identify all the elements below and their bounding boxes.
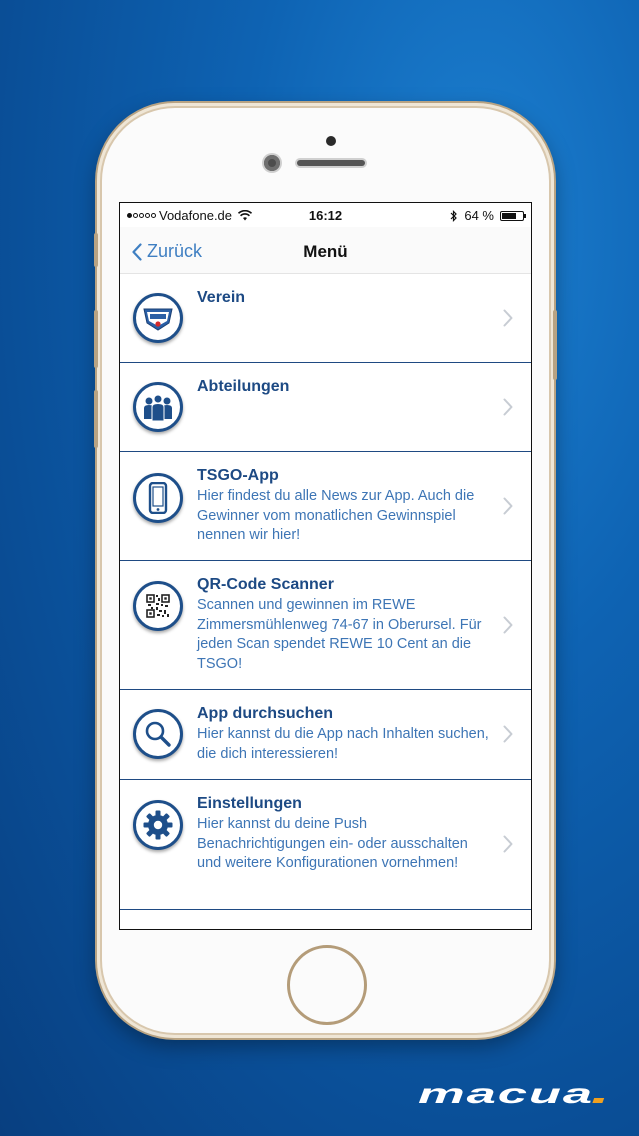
menu-item-qr-scanner[interactable] — [120, 561, 531, 690]
menu-item-title: Einstellungen — [197, 795, 302, 812]
chevron-right-icon — [503, 616, 513, 634]
smartphone-icon — [133, 473, 183, 523]
volume-up-button — [94, 310, 98, 368]
menu-item-description: Hier kannst du deine Push Benachrichtigungen ein- oder ausschalten und weitere Konfigurationen vornehmen! — [197, 816, 468, 872]
chevron-right-icon — [503, 497, 513, 515]
battery-percent: 64 % — [464, 208, 494, 223]
chevron-right-icon — [503, 835, 513, 853]
menu-item-verein[interactable] — [120, 274, 531, 363]
menu-item-title: App durchsuchen — [197, 705, 334, 722]
carrier-name: Vodafone.de — [159, 208, 233, 223]
menu-item-title: QR-Code Scanner — [197, 576, 334, 593]
chevron-right-icon — [503, 309, 513, 327]
menu-item-settings[interactable] — [120, 780, 531, 910]
proximity-sensor — [326, 136, 336, 146]
macua-logo — [418, 1082, 614, 1108]
people-group-icon — [133, 382, 183, 432]
menu-item-title: Verein — [197, 289, 246, 306]
power-button — [553, 310, 557, 380]
menu-item-title: TSGO-App — [197, 467, 279, 484]
menu-item-description: Hier kannst du die App nach Inhalten suchen, die dich interessieren! — [197, 726, 489, 762]
app-screen — [119, 202, 532, 930]
page-title: Menü — [303, 242, 348, 261]
menu-list — [120, 274, 531, 910]
navigation-bar — [120, 227, 531, 274]
back-button-label: Zurück — [147, 241, 203, 261]
front-camera — [264, 155, 280, 171]
club-crest-icon — [133, 293, 183, 343]
status-bar — [120, 203, 531, 227]
menu-item-description: Hier findest du alle News zur App. Auch die Gewinner vom monatlichen Gewinnspiel nennen wir hier! — [197, 488, 475, 544]
chevron-right-icon — [503, 398, 513, 416]
menu-item-tsgo-app[interactable] — [120, 452, 531, 561]
earpiece-speaker — [297, 160, 365, 166]
svg-text:macua: macua — [418, 1082, 594, 1108]
silent-switch — [94, 233, 98, 267]
status-time: 16:12 — [308, 208, 343, 223]
menu-item-description: Scannen und gewinnen im REWE Zimmersmühlenweg 74-67 in Oberursel. Für jeden Scan spendet REWE 10 Cent an die TSGO! — [197, 597, 482, 672]
chevron-right-icon — [503, 725, 513, 743]
qr-code-icon — [133, 581, 183, 631]
menu-item-title: Abteilungen — [197, 378, 290, 395]
battery-icon — [500, 211, 524, 221]
menu-item-abteilungen[interactable] — [120, 363, 531, 452]
bluetooth-icon — [450, 210, 458, 222]
menu-item-app-search[interactable] — [120, 690, 531, 780]
home-button[interactable] — [287, 945, 367, 1025]
search-icon — [133, 709, 183, 759]
gear-icon — [133, 800, 183, 850]
volume-down-button — [94, 390, 98, 448]
